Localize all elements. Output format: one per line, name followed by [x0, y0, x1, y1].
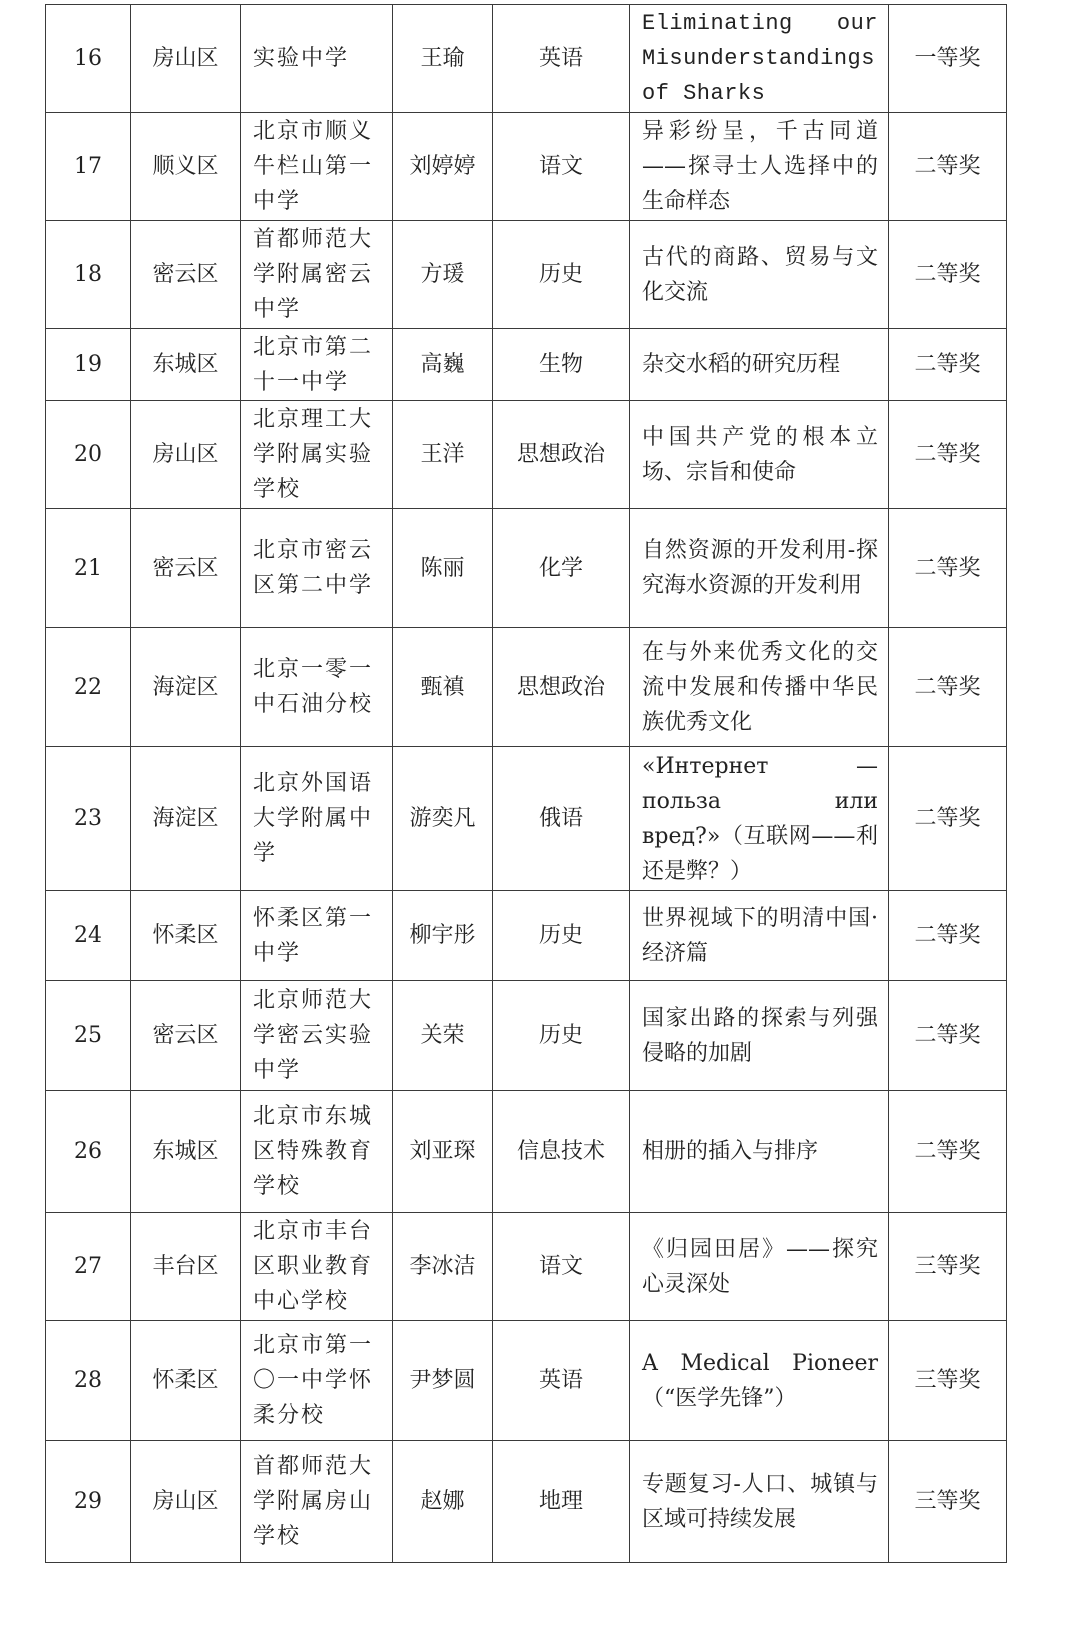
name-cell: 赵娜	[393, 1441, 493, 1563]
award-cell: 二等奖	[889, 981, 1007, 1091]
name-cell: 方瑗	[393, 221, 493, 329]
title-cell: 异彩纷呈，千古同道——探寻士人选择中的生命样态	[630, 113, 889, 221]
table-row	[46, 747, 1007, 891]
table-row	[46, 981, 1007, 1091]
district-cell: 海淀区	[131, 747, 241, 891]
title-cell: 古代的商路、贸易与文化交流	[630, 221, 889, 329]
district-cell: 怀柔区	[131, 891, 241, 981]
row-number: 27	[46, 1213, 131, 1321]
row-number: 19	[46, 329, 131, 401]
table-row	[46, 509, 1007, 628]
table-row	[46, 401, 1007, 509]
row-number: 16	[46, 5, 131, 113]
title-cell: «Интернет — польза или вред?»（互联网——利还是弊？）	[630, 747, 889, 891]
school-cell: 北京理工大学附属实验学校	[241, 401, 393, 509]
subject-cell: 语文	[493, 113, 630, 221]
school-cell: 实验中学	[241, 5, 393, 113]
name-cell: 尹梦圆	[393, 1321, 493, 1441]
award-cell: 二等奖	[889, 747, 1007, 891]
district-cell: 密云区	[131, 981, 241, 1091]
subject-cell: 英语	[493, 1321, 630, 1441]
school-cell: 首都师范大学附属房山学校	[241, 1441, 393, 1563]
school-cell: 北京师范大学密云实验中学	[241, 981, 393, 1091]
district-cell: 密云区	[131, 509, 241, 628]
row-number: 22	[46, 628, 131, 747]
subject-cell: 化学	[493, 509, 630, 628]
name-cell: 高巍	[393, 329, 493, 401]
subject-cell: 历史	[493, 981, 630, 1091]
name-cell: 柳宇彤	[393, 891, 493, 981]
school-cell: 北京市顺义牛栏山第一中学	[241, 113, 393, 221]
title-cell: 在与外来优秀文化的交流中发展和传播中华民族优秀文化	[630, 628, 889, 747]
name-cell: 甄禛	[393, 628, 493, 747]
subject-cell: 俄语	[493, 747, 630, 891]
school-cell: 北京市丰台区职业教育中心学校	[241, 1213, 393, 1321]
district-cell: 东城区	[131, 1091, 241, 1213]
school-cell: 北京市第二十一中学	[241, 329, 393, 401]
award-cell: 二等奖	[889, 329, 1007, 401]
district-cell: 房山区	[131, 401, 241, 509]
awards-table	[45, 4, 1007, 1563]
title-cell: 《归园田居》——探究心灵深处	[630, 1213, 889, 1321]
title-cell: 专题复习-人口、城镇与区域可持续发展	[630, 1441, 889, 1563]
row-number: 26	[46, 1091, 131, 1213]
row-number: 21	[46, 509, 131, 628]
name-cell: 李冰洁	[393, 1213, 493, 1321]
name-cell: 刘婷婷	[393, 113, 493, 221]
school-cell: 北京市东城区特殊教育学校	[241, 1091, 393, 1213]
school-cell: 北京外国语大学附属中学	[241, 747, 393, 891]
school-cell: 北京一零一中石油分校	[241, 628, 393, 747]
name-cell: 王瑜	[393, 5, 493, 113]
row-number: 29	[46, 1441, 131, 1563]
district-cell: 东城区	[131, 329, 241, 401]
school-cell: 北京市密云区第二中学	[241, 509, 393, 628]
table-row	[46, 891, 1007, 981]
award-cell: 三等奖	[889, 1321, 1007, 1441]
name-cell: 王洋	[393, 401, 493, 509]
table-row	[46, 329, 1007, 401]
table-row	[46, 1441, 1007, 1563]
district-cell: 海淀区	[131, 628, 241, 747]
row-number: 17	[46, 113, 131, 221]
award-cell: 二等奖	[889, 401, 1007, 509]
table-row	[46, 221, 1007, 329]
award-cell: 二等奖	[889, 1091, 1007, 1213]
title-cell: 自然资源的开发利用-探究海水资源的开发利用	[630, 509, 889, 628]
row-number: 23	[46, 747, 131, 891]
district-cell: 丰台区	[131, 1213, 241, 1321]
award-cell: 一等奖	[889, 5, 1007, 113]
school-cell: 北京市第一〇一中学怀柔分校	[241, 1321, 393, 1441]
district-cell: 房山区	[131, 5, 241, 113]
table-row	[46, 113, 1007, 221]
award-cell: 二等奖	[889, 221, 1007, 329]
name-cell: 关荣	[393, 981, 493, 1091]
district-cell: 顺义区	[131, 113, 241, 221]
subject-cell: 思想政治	[493, 401, 630, 509]
title-cell: 中国共产党的根本立场、宗旨和使命	[630, 401, 889, 509]
title-cell: A Medical Pioneer（“医学先锋”）	[630, 1321, 889, 1441]
district-cell: 密云区	[131, 221, 241, 329]
award-cell: 二等奖	[889, 628, 1007, 747]
district-cell: 房山区	[131, 1441, 241, 1563]
table-row	[46, 1213, 1007, 1321]
title-cell: 相册的插入与排序	[630, 1091, 889, 1213]
row-number: 25	[46, 981, 131, 1091]
school-cell: 怀柔区第一中学	[241, 891, 393, 981]
school-cell: 首都师范大学附属密云中学	[241, 221, 393, 329]
award-cell: 二等奖	[889, 891, 1007, 981]
name-cell: 刘亚琛	[393, 1091, 493, 1213]
award-cell: 三等奖	[889, 1441, 1007, 1563]
district-cell: 怀柔区	[131, 1321, 241, 1441]
name-cell: 游奕凡	[393, 747, 493, 891]
subject-cell: 历史	[493, 891, 630, 981]
table-row	[46, 628, 1007, 747]
row-number: 20	[46, 401, 131, 509]
table-row	[46, 1091, 1007, 1213]
subject-cell: 语文	[493, 1213, 630, 1321]
title-cell: 世界视域下的明清中国·经济篇	[630, 891, 889, 981]
subject-cell: 英语	[493, 5, 630, 113]
title-cell: 国家出路的探索与列强侵略的加剧	[630, 981, 889, 1091]
subject-cell: 历史	[493, 221, 630, 329]
row-number: 24	[46, 891, 131, 981]
award-cell: 二等奖	[889, 509, 1007, 628]
award-cell: 二等奖	[889, 113, 1007, 221]
title-cell: Eliminating our Misunderstandings of Sharks	[630, 5, 889, 113]
row-number: 18	[46, 221, 131, 329]
title-cell: 杂交水稻的研究历程	[630, 329, 889, 401]
name-cell: 陈丽	[393, 509, 493, 628]
subject-cell: 思想政治	[493, 628, 630, 747]
table-row	[46, 1321, 1007, 1441]
table-row	[46, 5, 1007, 113]
subject-cell: 地理	[493, 1441, 630, 1563]
award-cell: 三等奖	[889, 1213, 1007, 1321]
subject-cell: 生物	[493, 329, 630, 401]
row-number: 28	[46, 1321, 131, 1441]
subject-cell: 信息技术	[493, 1091, 630, 1213]
